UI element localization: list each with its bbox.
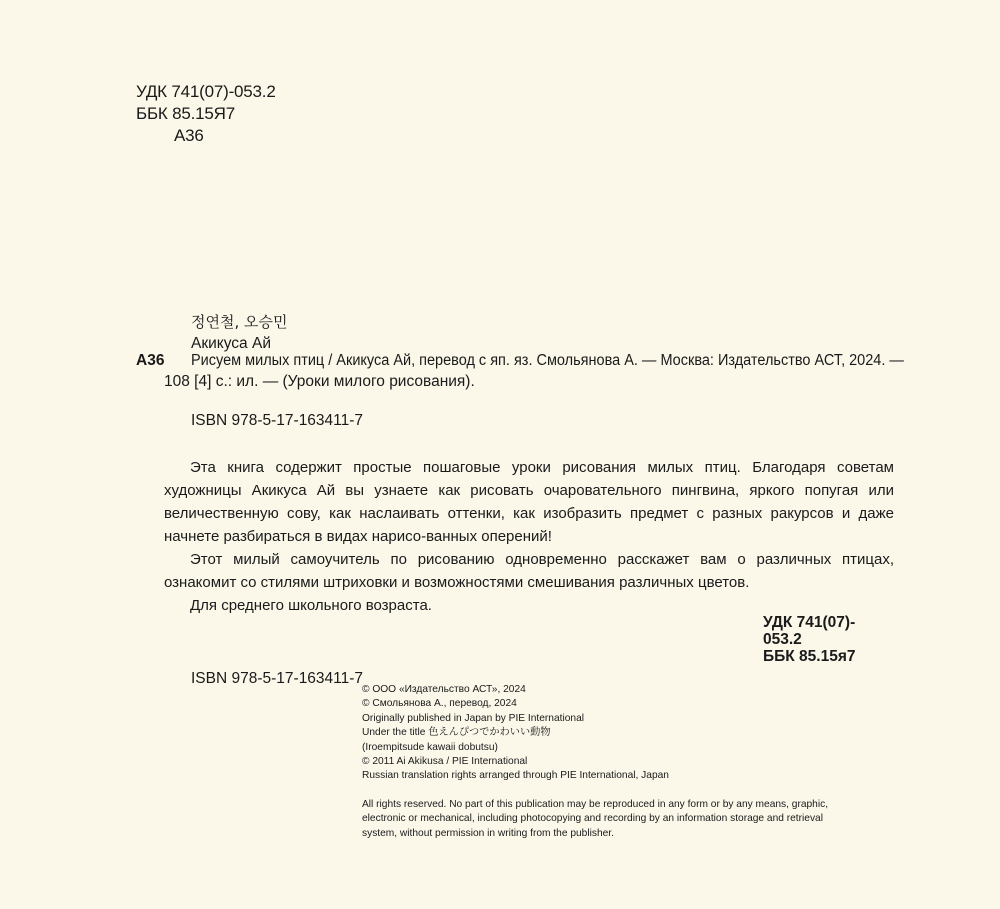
record-author: Акикуса Ай [191, 335, 271, 352]
korean-authors: 정연철, 오승민 [191, 313, 288, 331]
udk-code-bottom-line1: УДК 741(07)- [763, 614, 856, 631]
record-extent-line: 108 [4] с.: ил. — (Уроки милого рисования). [164, 373, 475, 390]
copyright-line: © Смольянова А., перевод, 2024 [362, 698, 517, 710]
annotation [164, 456, 894, 617]
annotation-paragraph: Для среднего школьного возраста. [190, 597, 432, 614]
isbn-bottom: ISBN 978-5-17-163411-7 [191, 670, 364, 687]
udk-code-top: УДК 741(07)-053.2 [136, 82, 276, 101]
bbk-code-bottom: ББК 85.15я7 [763, 648, 856, 665]
copyright-line: (Iroempitsude kawaii dobutsu) [362, 741, 498, 753]
spacer [362, 784, 832, 798]
annotation-paragraph: Этот милый самоучитель по рисованию одновременно расскажет вам о различных птицах, ознакомит со стилями штриховки и возможностями смешивания различных цветов. [164, 551, 894, 591]
udk-code-bottom-line2: 053.2 [763, 631, 802, 648]
bbk-code-top: ББК 85.15Я7 [136, 104, 236, 123]
annotation-paragraph: Эта книга содержит простые пошаговые уроки рисования милых птиц. Благодаря советам художницы Акикуса Ай вы узнаете как рисовать очаровательного пингвина, яркого попугая или величественную сову, как наслаивать оттенки, как изобразить предмет с разных ракурсов и даже начнете разбираться в видах нарисо-ванных оперений! [164, 459, 894, 545]
copyright-line: © ООО «Издательство АСТ», 2024 [362, 684, 526, 695]
rights-line: system, without permission in writing from the publisher. [362, 827, 614, 839]
copyright-block [362, 683, 832, 841]
record-author-mark: А36 [136, 352, 165, 369]
copyright-line: Under the title 色えんぴつでかわいい動物 [362, 727, 551, 739]
record-title-line: Рисуем милых птиц / Акикуса Ай, перевод с яп. яз. Смольянова А. — Москва: Издательство АСТ, 2024. — [191, 352, 904, 369]
author-mark-top: А36 [174, 126, 204, 145]
copyright-line: Originally published in Japan by PIE International [362, 712, 584, 724]
record-isbn: ISBN 978-5-17-163411-7 [191, 412, 364, 429]
copyright-line: Russian translation rights arranged through PIE International, Japan [362, 770, 669, 782]
copyright-line: © 2011 Ai Akikusa / PIE International [362, 756, 528, 768]
rights-line: electronic or mechanical, including photocopying and recording by an information storage and retrieval [362, 813, 823, 825]
rights-line: All rights reserved. No part of this publication may be reproduced in any form or by any means, graphic, [362, 798, 829, 810]
